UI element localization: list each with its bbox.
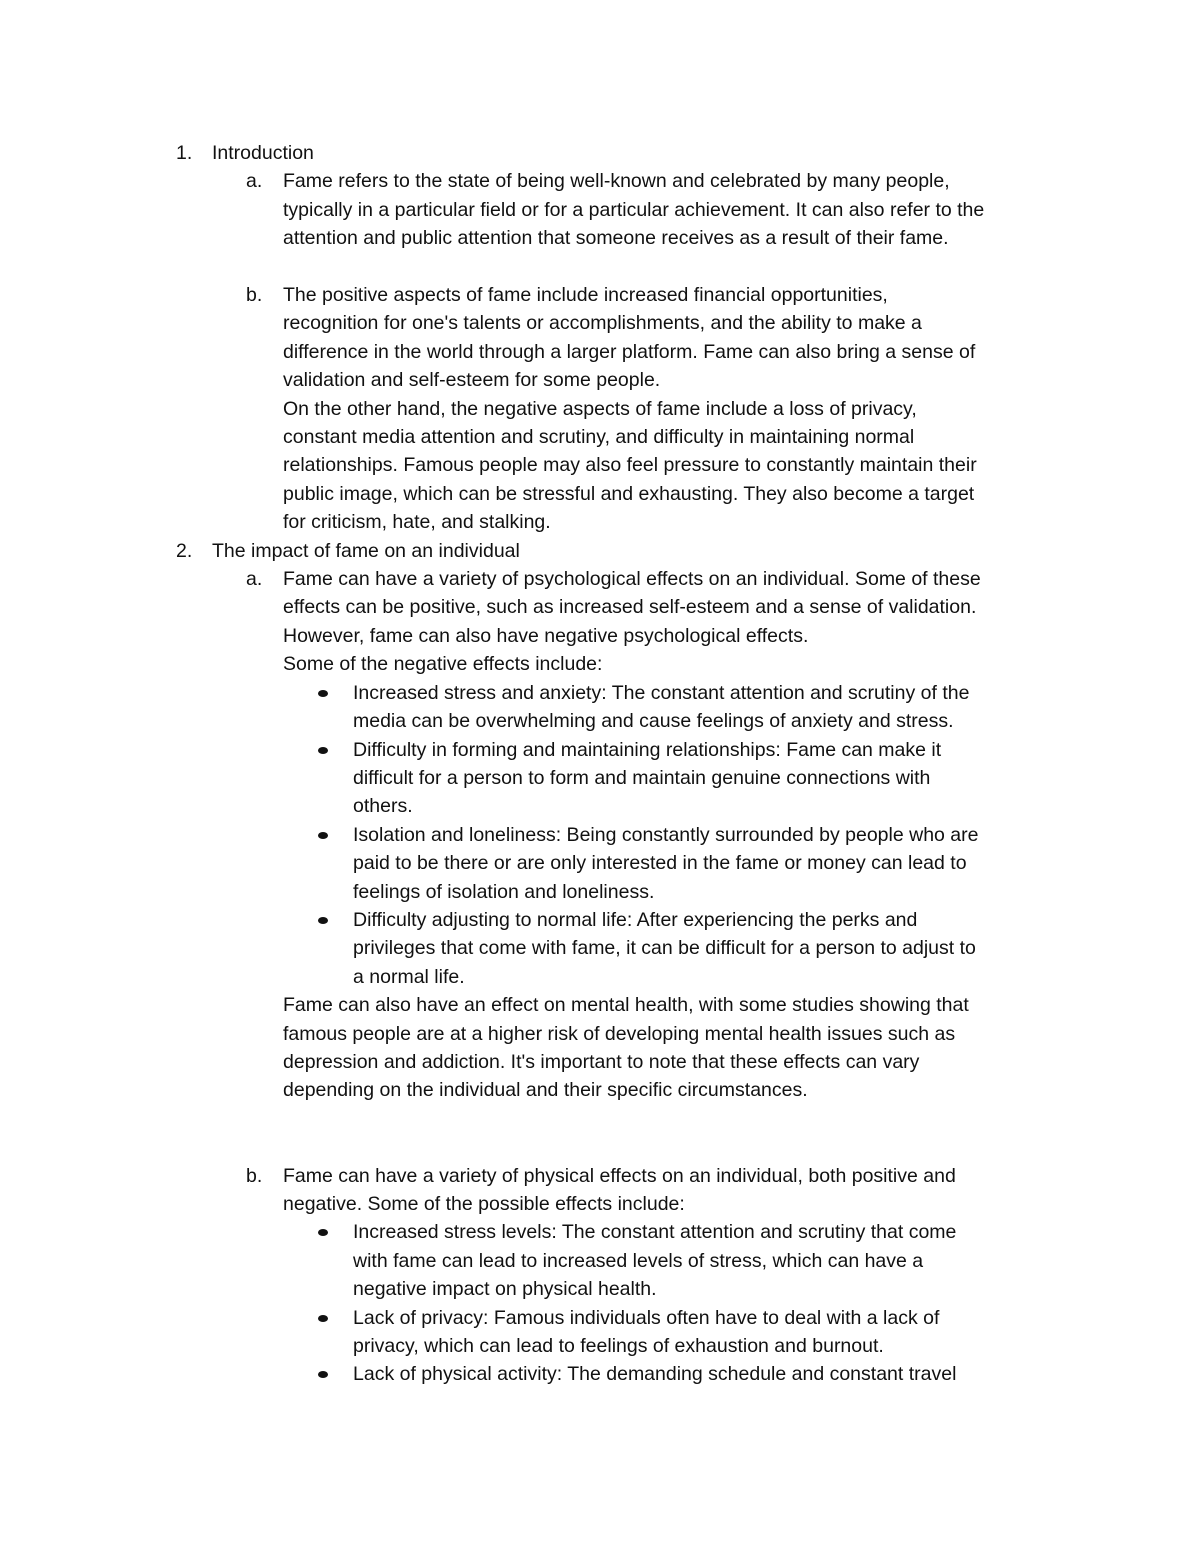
bullet-icon bbox=[318, 1315, 328, 1322]
closing-paragraph bbox=[0, 991, 1200, 1105]
blank-lines bbox=[0, 1105, 1200, 1162]
bullet-item bbox=[0, 679, 1200, 736]
bullet-item bbox=[0, 736, 1200, 821]
bullet-icon bbox=[318, 917, 328, 924]
text-line: Fame refers to the state of being well-known and celebrated by many people, bbox=[283, 170, 950, 193]
item-letter: b. bbox=[246, 284, 263, 307]
bullet-item bbox=[0, 821, 1200, 906]
text-line: The positive aspects of fame include increased financial opportunities, bbox=[283, 284, 888, 307]
text-line: typically in a particular field or for a particular achievement. It can also refer to the bbox=[283, 198, 985, 221]
section-number: 1. bbox=[176, 142, 193, 164]
bullet-item bbox=[0, 906, 1200, 991]
text-line: Lack of physical activity: The demanding schedule and constant travel bbox=[353, 1363, 957, 1386]
paragraph bbox=[283, 1162, 1073, 1219]
paragraph bbox=[283, 167, 1073, 252]
text-line: privileges that come with fame, it can be difficult for a person to adjust to bbox=[353, 937, 976, 960]
list-item-2b bbox=[0, 1162, 1200, 1219]
text-line: negative impact on physical health. bbox=[353, 1278, 657, 1301]
text-line: relationships. Famous people may also feel pressure to constantly maintain their bbox=[283, 454, 977, 477]
text-line: Some of the negative effects include: bbox=[283, 653, 603, 676]
section-heading-impact-of-fame bbox=[0, 537, 1200, 565]
bullet-item bbox=[0, 1218, 1200, 1303]
text-line: negative. Some of the possible effects include: bbox=[283, 1193, 685, 1215]
text-line: paid to be there or are only interested in the fame or money can lead to bbox=[353, 852, 967, 875]
item-letter: a. bbox=[246, 568, 263, 591]
text-line: with fame can lead to increased levels of stress, which can have a bbox=[353, 1249, 924, 1272]
text-line: others. bbox=[353, 795, 413, 818]
text-line: Fame can have a variety of psychological effects on an individual. Some of these bbox=[283, 568, 981, 591]
text-line: constant media attention and scrutiny, and difficulty in maintaining normal bbox=[283, 426, 915, 449]
list-item-1a bbox=[0, 167, 1200, 252]
text-line: effects can be positive, such as increased self-esteem and a sense of validation. bbox=[283, 596, 977, 619]
text-line: Increased stress and anxiety: The constant attention and scrutiny of the bbox=[353, 681, 970, 704]
text-line: validation and self-esteem for some people. bbox=[283, 369, 661, 392]
item-letter: a. bbox=[246, 170, 263, 193]
text-line: media can be overwhelming and cause feelings of anxiety and stress. bbox=[353, 710, 954, 733]
text-line: a normal life. bbox=[353, 965, 465, 988]
text-line: Difficulty in forming and maintaining relationships: Fame can make it bbox=[353, 738, 942, 761]
paragraph bbox=[283, 281, 1073, 537]
document-body bbox=[0, 139, 1200, 1389]
bullet-icon bbox=[318, 832, 328, 839]
section-heading-introduction bbox=[0, 139, 1200, 167]
text-line: recognition for one's talents or accomplishments, and the ability to make a bbox=[283, 312, 922, 335]
text-line: feelings of isolation and loneliness. bbox=[353, 880, 655, 903]
list-item-1b bbox=[0, 281, 1200, 537]
text-line: Fame can have a variety of physical effects on an individual, both positive and bbox=[283, 1164, 956, 1187]
bullet-icon bbox=[318, 1229, 328, 1236]
text-line: for criticism, hate, and stalking. bbox=[283, 511, 551, 534]
text-line: On the other hand, the negative aspects of fame include a loss of privacy, bbox=[283, 397, 917, 420]
section-number: 2. bbox=[176, 539, 193, 562]
text-line: public image, which can be stressful and exhausting. They also become a target bbox=[283, 482, 975, 505]
text-line: privacy, which can lead to feelings of exhaustion and burnout. bbox=[353, 1335, 884, 1358]
text-line: Fame can also have an effect on mental health, with some studies showing that bbox=[283, 994, 969, 1017]
text-line: depending on the individual and their specific circumstances. bbox=[283, 1079, 808, 1102]
item-letter: b. bbox=[246, 1164, 263, 1187]
bullet-item bbox=[0, 1304, 1200, 1361]
bullet-icon bbox=[318, 747, 328, 754]
bullet-item bbox=[0, 1360, 1200, 1388]
section-title: The impact of fame on an individual bbox=[212, 539, 520, 562]
bullet-icon bbox=[318, 1371, 328, 1378]
blank-line bbox=[0, 253, 1200, 281]
section-title: Introduction bbox=[212, 142, 314, 164]
text-line: Lack of privacy: Famous individuals often have to deal with a lack of bbox=[353, 1306, 940, 1329]
paragraph bbox=[283, 565, 1073, 679]
text-line: famous people are at a higher risk of developing mental health issues such as bbox=[283, 1022, 956, 1045]
bullet-icon bbox=[318, 690, 328, 697]
list-item-2a bbox=[0, 565, 1200, 679]
text-line: difference in the world through a larger platform. Fame can also bring a sense of bbox=[283, 340, 976, 363]
text-line: Difficulty adjusting to normal life: After experiencing the perks and bbox=[353, 908, 918, 931]
text-line: attention and public attention that someone receives as a result of their fame. bbox=[283, 227, 949, 250]
text-line: depression and addiction. It's important to note that these effects can vary bbox=[283, 1050, 920, 1073]
text-line: Isolation and loneliness: Being constantly surrounded by people who are bbox=[353, 823, 979, 846]
text-line: However, fame can also have negative psychological effects. bbox=[283, 624, 809, 647]
text-line: difficult for a person to form and maintain genuine connections with bbox=[353, 766, 931, 789]
text-line: Increased stress levels: The constant attention and scrutiny that come bbox=[353, 1221, 957, 1244]
